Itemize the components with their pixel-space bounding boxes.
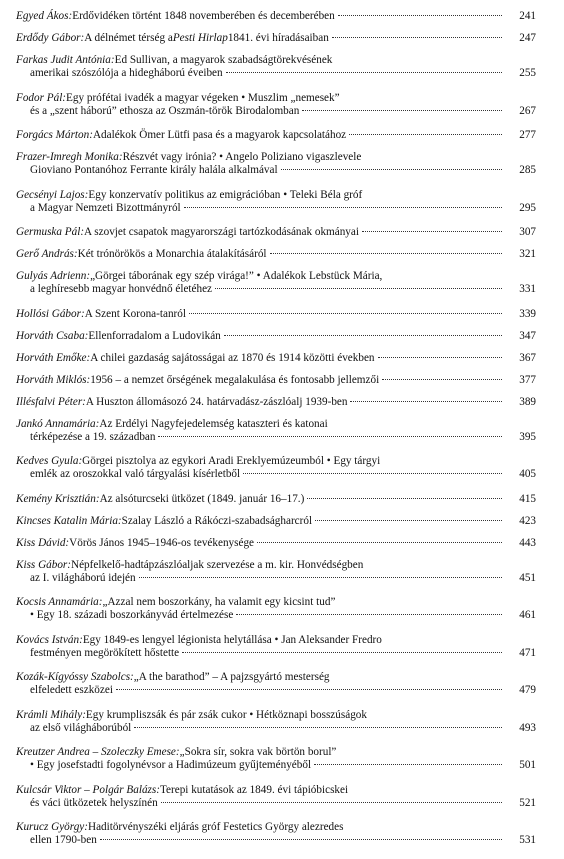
toc-entry [16,537,536,559]
toc-title-continuation: Gioviano Pontanóhoz Ferrante király halála alkalmával [30,164,278,177]
toc-page-number: 451 [519,571,536,584]
toc-page-number: 339 [519,307,536,320]
toc-title-continuation: elfeledett eszközei [30,684,113,697]
toc-title: A Szent Korona-tanról [84,307,186,320]
dot-leader [338,15,502,16]
toc-entry-line [16,572,536,585]
toc-author: Farkas Judit Antónia: [16,54,115,66]
dot-leader [243,473,502,474]
toc-entry-line [16,722,536,735]
toc-author: Kiss Dávid: [16,536,70,549]
toc-title: Szalay László a Rákóczi-szabadságharcról [121,514,313,527]
toc-entry [16,32,536,54]
toc-title: Egy 1849-es lengyel légionista helytállása • Jan Aleksander Fredro [82,633,382,646]
dot-leader [281,169,502,170]
toc-author: Krámli Mihály: [16,708,86,721]
toc-entry-line [16,32,536,45]
toc-entry [16,10,536,32]
toc-entry-line [16,647,536,660]
toc-page-number: 321 [519,248,536,260]
toc-entry [16,784,536,822]
toc-title-continuation: • Egy 18. századi boszorkányvád értelmezése [30,609,234,622]
toc-author: Germuska Pál: [16,226,85,238]
toc-entry [16,709,536,747]
toc-title-continuation: a leghíresebb magyar honvédnő életéhez [30,283,213,296]
toc-title: A chilei gazdaság sajátosságai az 1870 és 1914 közötti években [90,351,375,364]
toc-author: Forgács Márton: [16,129,93,141]
toc-author: Erdődy Gábor: [16,32,85,44]
toc-author: Kulcsár Viktor – Polgár Balázs: [16,783,160,796]
toc-page-number: 267 [519,104,536,117]
toc-title: „Görgei táborának egy szép virága!” • Adalékok Lebstück Mária, [90,270,383,282]
toc-entry [16,270,536,308]
toc-title-rest: 1841. évi híradásaiban [227,32,329,44]
toc-title: Erdővidéken történt 1848 novemberében és decemberében [72,10,335,22]
toc-author: Egyed Ákos: [16,10,73,22]
toc-entry-line [16,596,536,609]
toc-entry-line [16,283,536,296]
toc-title-continuation: ellen 1790-ben [30,834,97,847]
dot-leader [315,520,502,521]
toc-entry [16,189,536,227]
dot-leader [332,37,502,38]
toc-entry-line [16,202,536,215]
toc-author: Kurucz György: [16,821,88,833]
toc-entry-line [16,151,536,164]
dot-leader [270,253,502,254]
dot-leader [215,288,502,289]
toc-entry-line [16,759,536,772]
toc-author: Kovács István: [16,633,83,646]
toc-entry-line [16,709,536,722]
toc-title-continuation: és a „szent háború” ethosza az Oszmán-török Birodalomban [30,104,300,117]
toc-author: Kozák-Kígyóssy Szabolcs: [16,671,134,683]
toc-title: A szovjet csapatok magyarországi tartózkodásának okmányai [84,226,359,238]
toc-page-number: 501 [519,759,536,772]
toc-entry-line [16,164,536,177]
toc-entry-line [16,634,536,647]
dot-leader [307,498,502,499]
toc-page-number: 395 [519,430,536,443]
toc-page-number: 405 [519,468,536,481]
toc-entry-line [16,396,536,409]
toc-entry-line [16,609,536,622]
toc-author: Frazer-Imregh Monika: [16,151,123,163]
toc-entry-line [16,330,536,343]
toc-entry [16,746,536,784]
toc-title-continuation: az I. világháború idején [30,571,136,584]
toc-title: Egy konzervatív politikus az emigrációban • Teleki Béla gróf [88,188,363,201]
toc-title-continuation: amerikai szószólója a hidegháború éveiben [30,67,223,80]
toc-entry-line [16,226,536,239]
toc-author: Horváth Emőke: [16,351,91,364]
toc-page-number: 367 [519,351,536,364]
dot-leader [257,542,502,543]
toc-entry [16,821,536,859]
toc-title-continuation: • Egy josefstadti fogolynévsor a Hadimúzeum gyűjteményéből [30,759,312,772]
dot-leader [182,652,502,653]
toc-entry-line [16,270,536,283]
toc-page-number: 295 [519,201,536,214]
toc-entry [16,129,536,151]
toc-title: A délnémet térség a [84,32,173,44]
toc-entry [16,596,536,634]
toc-entry-line [16,834,536,847]
dot-leader [139,577,502,578]
dot-leader [134,727,502,728]
toc-entry [16,671,536,709]
toc-title: Az alsóturcseki ütközet (1849. január 16–17.) [99,492,305,505]
toc-title: „Azzal nem boszorkány, ha valamit egy kicsint tud” [102,596,336,608]
dot-leader [362,231,502,232]
toc-author: Illésfalvi Péter: [16,395,86,408]
toc-title: Görgei pisztolya az egykori Aradi Ereklyemúzeumból • Egy tárgyi [82,455,381,467]
toc-page-number: 471 [519,646,536,659]
toc-entry [16,248,536,270]
toc-title: Vörös János 1945–1946-os tevékenysége [69,536,255,549]
toc-page-number: 389 [519,395,536,408]
toc-page-number: 415 [519,492,536,505]
toc-entry [16,515,536,537]
toc-title: Haditörvényszéki eljárás gróf Festetics György alezredes [87,821,344,833]
toc-entry-line [16,418,536,431]
toc-entry [16,308,536,330]
dot-leader [184,207,502,208]
toc-entry-line [16,374,536,387]
toc-entry-line [16,189,536,202]
toc-page-number: 277 [519,129,536,141]
toc-title: Részvét vagy irónia? • Angelo Poliziano vigaszlevele [122,151,362,163]
toc-entry [16,374,536,396]
toc-page-number: 347 [519,329,536,342]
toc-author: Hollósi Gábor: [16,307,85,320]
toc-entry [16,455,536,493]
toc-page-number: 247 [519,32,536,44]
toc-entry-line [16,352,536,365]
toc-page-number: 285 [519,164,536,177]
toc-author: Kiss Gábor: [16,558,72,571]
toc-entry-line [16,129,536,142]
toc-entry-line [16,821,536,834]
toc-page-number: 493 [519,721,536,734]
toc-entry-line [16,92,536,105]
dot-leader [161,802,502,803]
toc-title: Ed Sullivan, a magyarok szabadságtörekvésének [114,54,333,66]
toc-author: Gulyás Adrienn: [16,270,91,282]
toc-author: Kincses Katalin Mária: [16,514,122,527]
toc-author: Gecsényi Lajos: [16,188,89,201]
dot-leader [314,764,502,765]
toc-entry [16,493,536,515]
toc-entry-line [16,493,536,506]
toc-entry-line [16,105,536,118]
dot-leader [349,134,502,135]
dot-leader [189,313,502,314]
toc-author: Kemény Krisztián: [16,492,100,505]
toc-page-number: 255 [519,67,536,80]
dot-leader [236,614,502,615]
toc-page-number: 423 [519,514,536,527]
toc-page-number: 241 [519,10,536,22]
dot-leader [226,72,502,73]
toc-page-number: 307 [519,226,536,238]
toc-entry-line [16,308,536,321]
toc-title-continuation: és váci ütközetek helyszínén [30,796,158,809]
toc-page-number: 521 [519,796,536,809]
toc-page-number: 377 [519,373,536,386]
dot-leader [100,839,502,840]
toc-title-continuation: térképezése a 19. században [30,430,156,443]
toc-entry [16,634,536,672]
dot-leader [302,110,502,111]
dot-leader [382,379,502,380]
dot-leader [116,689,502,690]
toc-entry-line [16,671,536,684]
toc-author: Kedves Gyula: [16,455,83,467]
dot-leader [224,335,502,336]
dot-leader [158,436,502,437]
toc-entry [16,151,536,189]
toc-entry [16,352,536,374]
toc-entry [16,92,536,130]
toc-entry-line [16,10,536,23]
toc-title: 1956 – a nemzet őrségének megalakulása és fontosabb jellemzői [90,373,380,386]
toc-page-number: 461 [519,609,536,622]
toc-entry-line [16,537,536,550]
toc-author: Horváth Csaba: [16,329,89,342]
toc-title: Népfelkelő-hadtápzászlóaljak szervezése a m. kir. Honvédségben [71,558,364,571]
toc-entry-line [16,468,536,481]
dot-leader [378,357,502,358]
toc-page-number: 531 [519,834,536,847]
toc-entry-line [16,684,536,697]
toc-entry-line [16,67,536,80]
toc-author: Horváth Miklós: [16,373,91,386]
toc-entry-line [16,248,536,261]
toc-author: Kocsis Annamária: [16,596,103,608]
toc-title: „A the barathod” – A pajzsgyártó mesterség [133,671,330,683]
toc-title: Egy krumpliszsák és pár zsák cukor • Hétköznapi bosszúságok [85,708,367,721]
toc-author: Kreutzer Andrea – Szoleczky Emese: [16,746,180,758]
toc-page-number: 331 [519,283,536,296]
dot-leader [350,401,502,402]
toc-author: Gerő András: [16,248,78,260]
toc-title: Terepi kutatások az 1849. évi tápióbicskei [159,783,349,796]
toc-entry [16,396,536,418]
toc-page-number: 443 [519,536,536,549]
toc-entry-line [16,797,536,810]
toc-entry-line [16,54,536,67]
toc-author: Fodor Pál: [16,91,67,104]
toc-entry-line [16,431,536,444]
toc-entry [16,226,536,248]
toc-entry [16,54,536,92]
toc-entry-line [16,746,536,759]
toc-page-number: 479 [519,684,536,697]
toc-entry [16,559,536,597]
table-of-contents [16,10,536,859]
toc-title: Egy prófétai ivadék a magyar végeken • Muszlim „nemesek” [66,91,340,104]
toc-title-continuation: emlék az oroszokkal való tárgyalási kísérletből [30,468,241,481]
toc-title: Adalékok Ömer Lütfi pasa és a magyarok kapcsolatához [92,129,347,141]
toc-title: A Huszton állomásozó 24. határvadász-zászlóalj 1939-ben [85,395,348,408]
toc-title: Két trónörökös a Monarchia átalakításáról [77,248,267,260]
toc-entry [16,418,536,456]
toc-title: Ellenforradalom a Ludovikán [88,329,221,342]
toc-title-continuation: az első világháborúból [30,721,132,734]
toc-entry-line [16,559,536,572]
toc-title-continuation: festményen megörökített hőstette [30,646,180,659]
toc-entry-line [16,784,536,797]
toc-entry-line [16,515,536,528]
toc-author: Jankó Annamária: [16,417,100,430]
toc-title-continuation: a Magyar Nemzeti Bizottmányról [30,201,181,214]
toc-title: Az Erdélyi Nagyfejedelemség kataszteri és katonai [99,417,328,430]
toc-publication-title: Pesti Hirlap [172,32,228,44]
toc-entry-line [16,455,536,468]
toc-title: „Sokra sír, sokra vak börtön borul” [179,746,337,758]
toc-entry [16,330,536,352]
